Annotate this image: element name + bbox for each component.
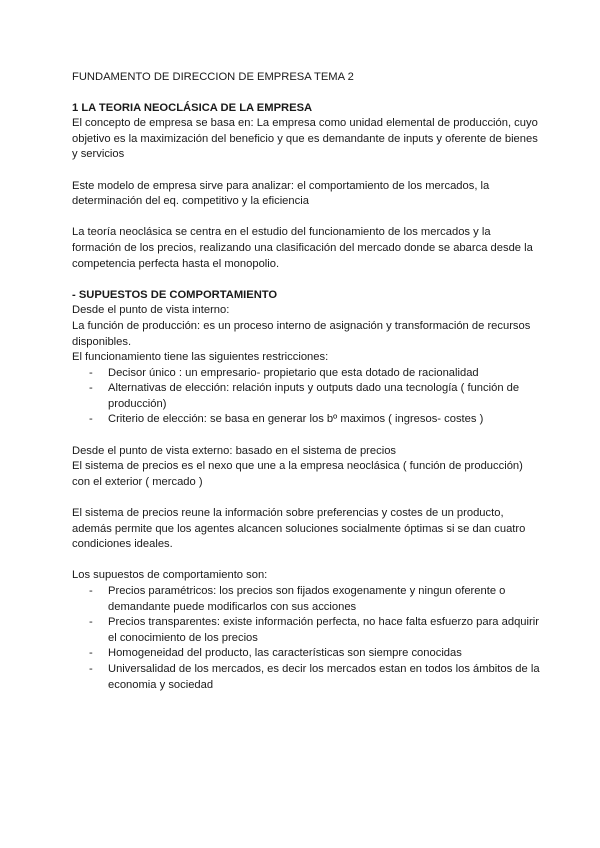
list-item: - Decisor único : un empresario- propietario que esta dotado de racionalidad xyxy=(72,366,540,382)
section1-paragraph-2: Este modelo de empresa sirve para analizar: el comportamiento de los mercados, la determinación del eq. competitivo y la eficiencia xyxy=(72,179,490,208)
list-item: - Criterio de elección: se basa en generar los bº maximos ( ingresos- costes ) xyxy=(72,412,540,428)
section1-paragraph-1: El concepto de empresa se basa en: La empresa como unidad elemental de producción, cuyo objetivo es la maximización del beneficio y que es demandante de inputs y oferente de bienes y servicios xyxy=(72,117,538,161)
section1-paragraph-3: La teoría neoclásica se centra en el estudio del funcionamiento de los mercados y la formación de los precios, realizando una clasificación del mercado donde se abarca desde la competencia perfecta hasta el monopolio. xyxy=(72,226,533,270)
restrictions-list xyxy=(72,366,540,428)
price-system-paragraph-1: El sistema de precios es el nexo que une a la empresa neoclásica ( función de producción) con el exterior ( mercado ) xyxy=(72,460,523,488)
price-system-paragraph-2: El sistema de precios reune la información sobre preferencias y costes de un producto, además permite que los agentes alcancen soluciones socialmente óptimas si se dan cuatro condiciones ideales. xyxy=(72,507,526,551)
production-function-text: La función de producción: es un proceso interno de asignación y transformación de recursos disponibles. xyxy=(72,319,531,348)
assumptions-intro: Los supuestos de comportamiento son: xyxy=(72,569,268,582)
external-view-intro: Desde el punto de vista externo: basado en el sistema de precios xyxy=(72,444,397,457)
document-title: FUNDAMENTO DE DIRECCION DE EMPRESA TEMA 2 xyxy=(72,71,354,83)
list-item: - Precios paramétricos: los precios son fijados exogenamente y ningun oferente o demandante puede modificarlos con sus acciones xyxy=(72,584,540,615)
assumptions-list xyxy=(72,584,540,693)
section1-heading: 1 LA TEORIA NEOCLÁSICA DE LA EMPRESA xyxy=(72,101,313,114)
list-item: - Universalidad de los mercados, es decir los mercados estan en todos los ámbitos de la economia y sociedad xyxy=(72,662,540,693)
internal-view-intro: Desde el punto de vista interno: xyxy=(72,304,230,317)
list-item: - Alternativas de elección: relación inputs y outputs dado una tecnología ( función de producción) xyxy=(72,381,540,412)
list-item: - Homogeneidad del producto, las características son siempre conocidas xyxy=(72,646,540,662)
restrictions-intro: El funcionamiento tiene las siguientes restricciones: xyxy=(72,351,329,364)
list-item: - Precios transparentes: existe información perfecta, no hace falta esfuerzo para adquirir el conocimiento de los precios xyxy=(72,615,540,646)
section2-heading: - SUPUESTOS DE COMPORTAMIENTO xyxy=(72,288,278,301)
